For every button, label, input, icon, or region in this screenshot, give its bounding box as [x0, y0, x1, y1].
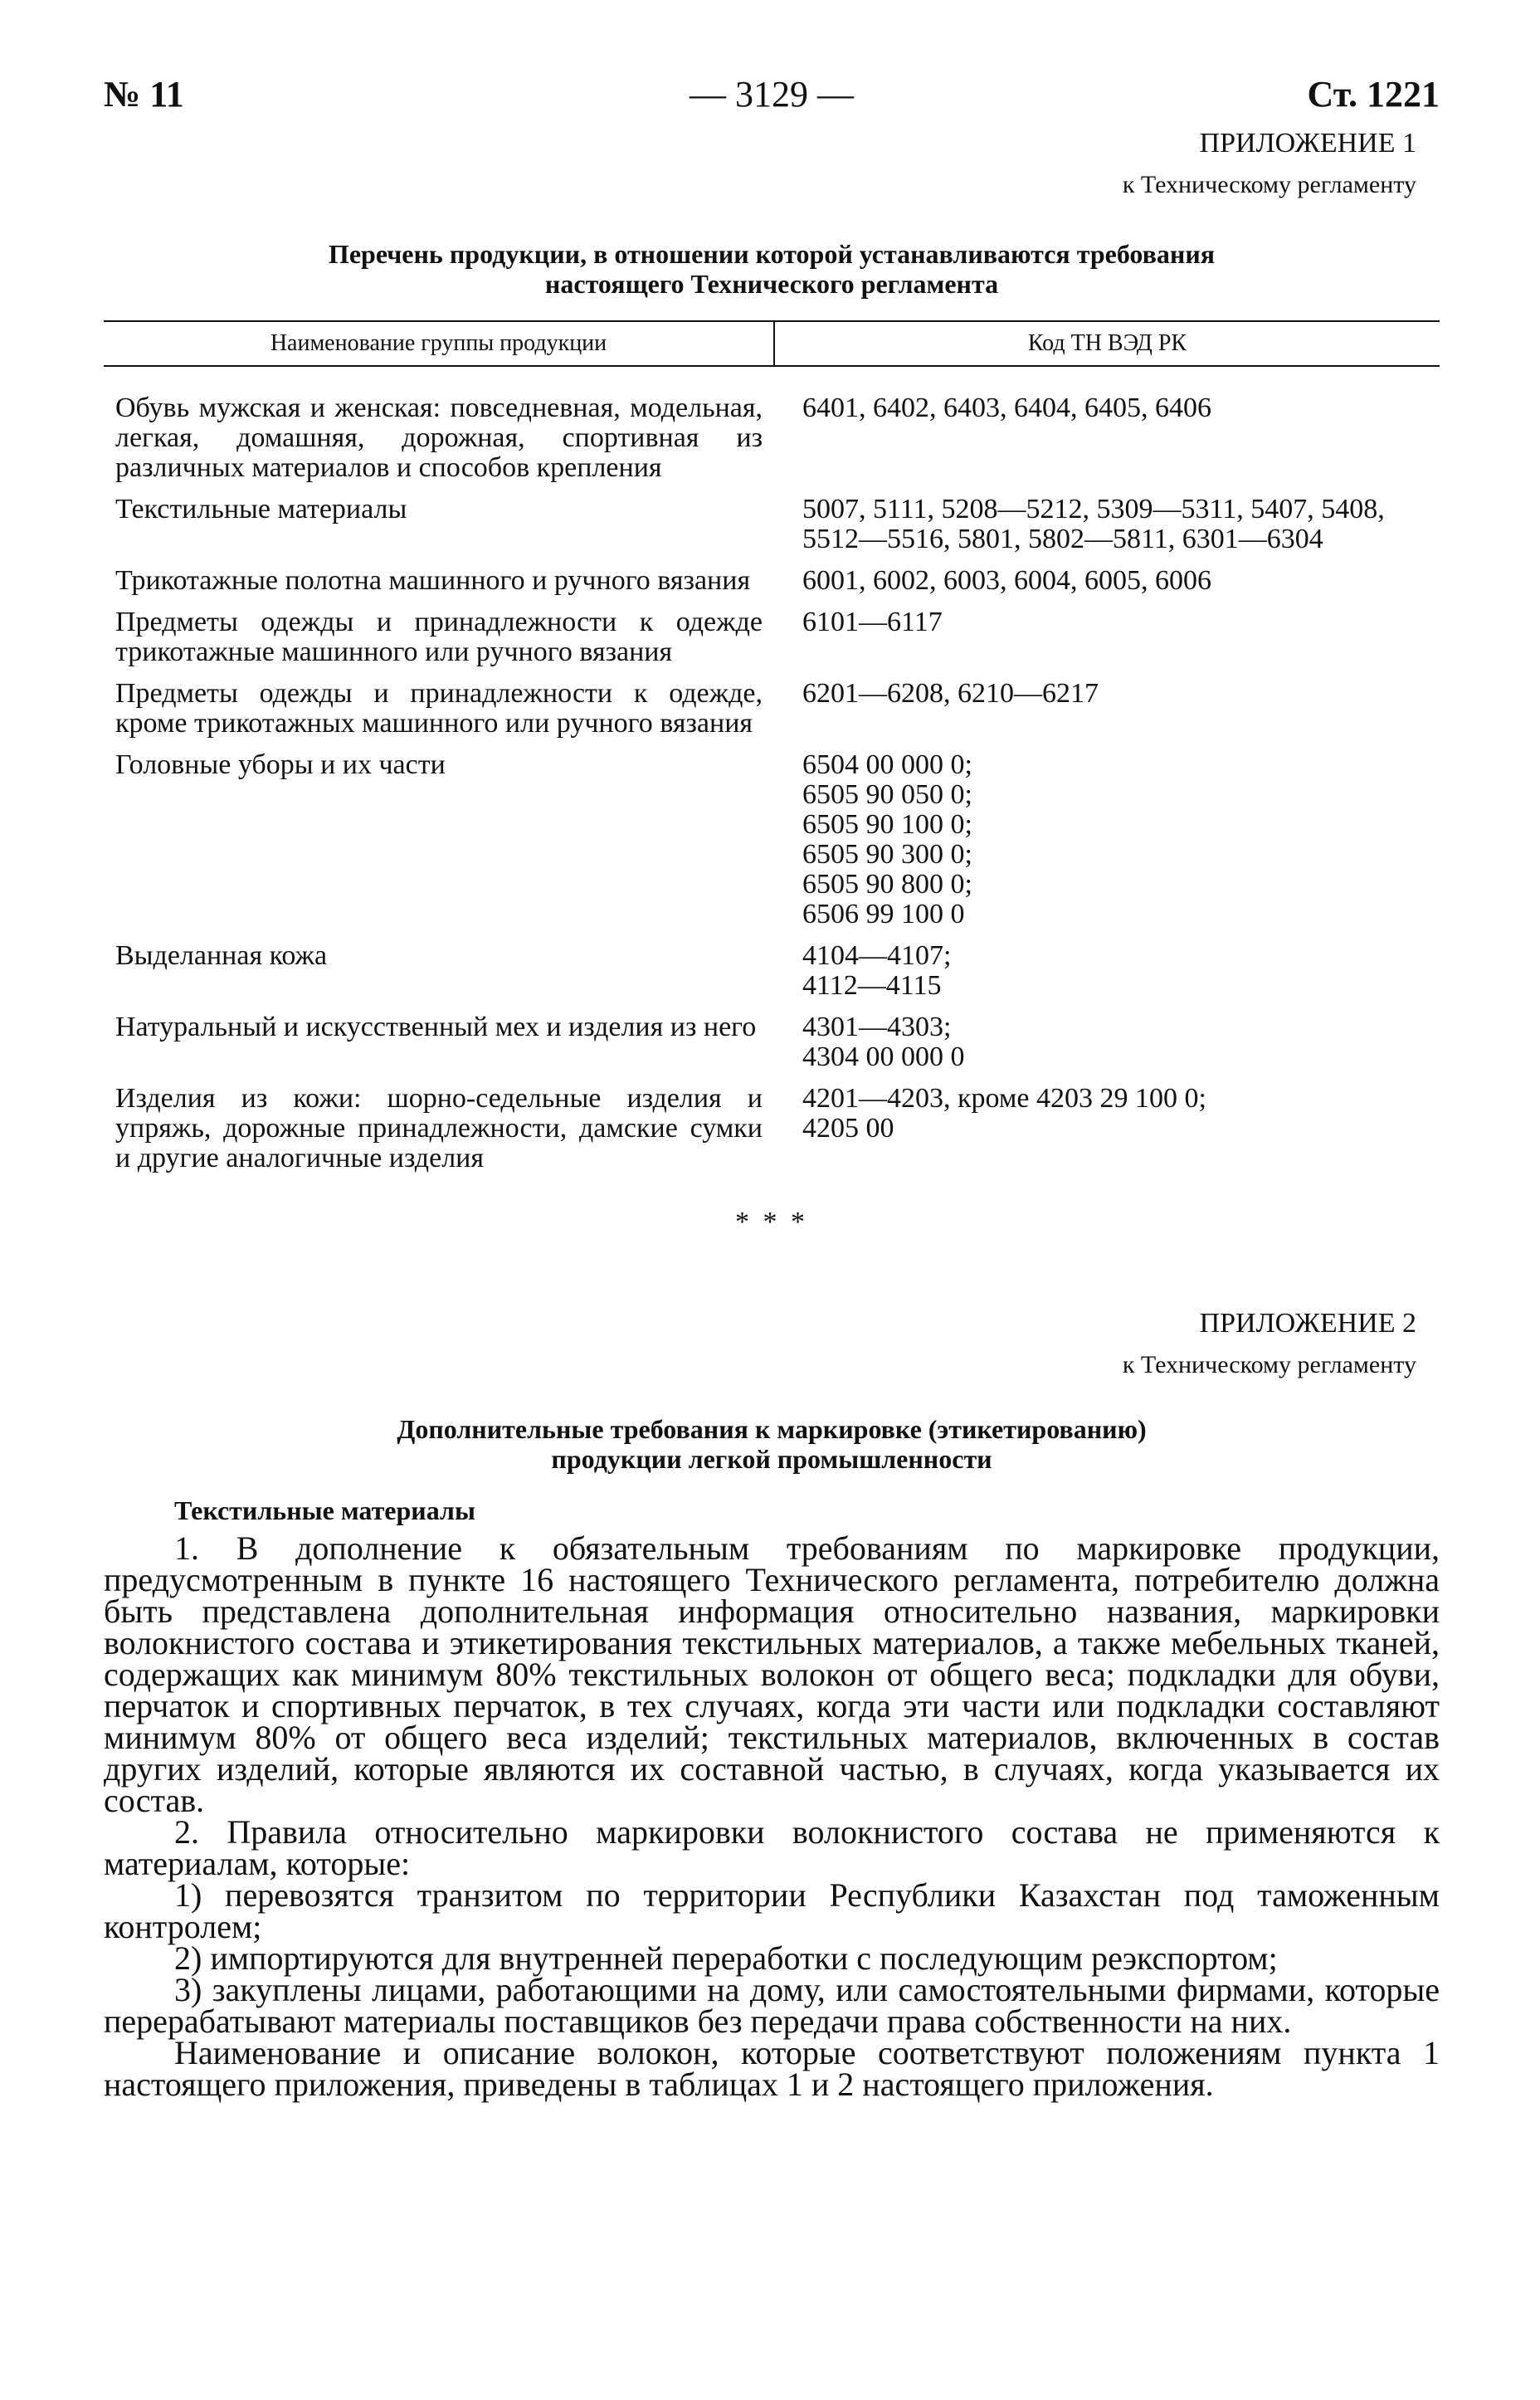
product-table	[104, 320, 1440, 1185]
product-code: 4112—4115	[802, 970, 942, 1001]
list-item-2: 2) импортируются для внутренней переработки с последующим реэкспортом;	[174, 1939, 1278, 1977]
column-header-code: Код ТН ВЭД РК	[774, 321, 1440, 366]
product-code: 4201—4203, кроме 4203 29 100 0;	[802, 1083, 1206, 1114]
paragraph-3: Наименование и описание волокон, которые соответствуют положениям пункта 1 настоящего приложения, приведены в таблицах 1 и 2 настоящего приложения.	[104, 2034, 1440, 2103]
table-row	[104, 750, 1440, 941]
product-code-cell	[774, 366, 1440, 495]
product-group-name: Изделия из кожи: шорно-седельные изделия и упряжь, дорожные принадлежности, дамские сумки и другие аналогичные изделия	[115, 1083, 763, 1173]
table-row	[104, 1084, 1440, 1185]
appendix-2-title-line: Дополнительные требования к маркировке (этикетированию)	[397, 1414, 1147, 1444]
product-group-name: Натуральный и искусственный мех и изделия из него	[115, 1012, 757, 1042]
product-code: 6506 99 100 0	[802, 899, 965, 929]
product-code: 6505 90 300 0;	[802, 839, 972, 870]
issue-number: № 11	[104, 74, 184, 115]
product-code: 4304 00 000 0	[802, 1041, 965, 1072]
product-code-cell	[774, 679, 1440, 750]
list-item-1: 1) перевозятся транзитом по территории Республики Казахстан под таможенным контролем;	[104, 1876, 1440, 1945]
product-code-cell	[774, 941, 1440, 1012]
document-page	[104, 73, 1440, 2103]
product-code: 6505 90 100 0;	[802, 809, 972, 840]
product-code: 6101—6117	[802, 607, 943, 637]
appendix-2-title-line: продукции легкой промышленности	[551, 1444, 992, 1474]
product-code: 4301—4303;	[802, 1012, 952, 1042]
appendix-2-sub: к Техническому регламенту	[1122, 1351, 1416, 1378]
paragraph-2: 2. Правила относительно маркировки волокнистого состава не применяются к материалам, которые:	[104, 1813, 1440, 1882]
table-row	[104, 1012, 1440, 1084]
product-code: 4104—4107;	[802, 940, 952, 971]
product-code: 6505 90 050 0;	[802, 779, 972, 810]
product-code-cell	[774, 750, 1440, 941]
appendix-1-title-line: Перечень продукции, в отношении которой устанавливаются требования	[328, 239, 1216, 269]
page-header	[104, 73, 1440, 123]
product-code: 6201—6208, 6210—6217	[802, 678, 1099, 709]
product-code: 6001, 6002, 6003, 6004, 6005, 6006	[802, 565, 1211, 596]
product-code: 5007, 5111, 5208—5212, 5309—5311, 5407, 5408,	[802, 494, 1385, 524]
product-code-cell	[774, 1084, 1440, 1185]
product-code: 6504 00 000 0;	[802, 749, 972, 780]
table-row	[104, 679, 1440, 750]
appendix-1-title-line: настоящего Технического регламента	[544, 269, 999, 299]
product-code-cell	[774, 495, 1440, 566]
product-group-name: Обувь мужская и женская: повседневная, модельная, легкая, домашняя, дорожная, спортивная из различных материалов и способов крепления	[115, 393, 763, 483]
appendix-1-title	[104, 239, 1440, 299]
product-group-name: Предметы одежды и принадлежности к одежде, кроме трикотажных машинного или ручного вязания	[115, 678, 763, 739]
appendix-1-sub: к Техническому регламенту	[1122, 171, 1416, 198]
table-row	[104, 941, 1440, 1012]
product-group-name: Предметы одежды и принадлежности к одежде трикотажные машинного или ручного вязания	[115, 607, 763, 667]
list-item-3: 3) закуплены лицами, работающими на дому, или самостоятельными фирмами, которые перерабатывают материалы поставщиков без передачи права собственности на них.	[104, 1971, 1440, 2040]
product-code-cell	[774, 607, 1440, 679]
paragraph-1: 1. В дополнение к обязательным требованиям по маркировке продукции, предусмотренным в пункте 16 настоящего Технического регламента, потребителю должна быть представлена дополнительная информация относительно названия, маркировки волокнистого состава и этикетирования текстильных материалов, а также мебельных тканей, содержащих как минимум 80% текстильных волокон от общего веса; подкладки для обуви, перчаток и спортивных перчаток, в тех случаях, когда эти части или подкладки составляют минимум 80% от общего веса изделий; текстильных материалов, включенных в состав других изделий, которые являются их составной частью, в случаях, когда указывается их состав.	[104, 1529, 1440, 1819]
product-group-name: Трикотажные полотна машинного и ручного вязания	[115, 565, 751, 596]
table-row	[104, 495, 1440, 566]
product-group-name: Выделанная кожа	[115, 940, 328, 971]
page-number: — 3129 —	[690, 74, 854, 115]
article-number: Ст. 1221	[1307, 74, 1440, 115]
product-group-name: Текстильные материалы	[115, 494, 407, 524]
table-row	[104, 366, 1440, 495]
appendix-2-title	[104, 1414, 1440, 1474]
product-code-cell	[774, 1012, 1440, 1084]
appendix-2-label-block	[104, 1303, 1440, 1386]
product-code: 4205 00	[802, 1113, 894, 1144]
product-code: 6401, 6402, 6403, 6404, 6405, 6406	[802, 393, 1211, 423]
appendix-2-label: ПРИЛОЖЕНИЕ 2	[1199, 1308, 1416, 1339]
table-row	[104, 607, 1440, 679]
table-row	[104, 566, 1440, 607]
appendix-1-label-block	[104, 123, 1440, 206]
product-group-name: Головные уборы и их части	[115, 749, 446, 780]
appendix-1-label: ПРИЛОЖЕНИЕ 1	[1199, 128, 1416, 159]
product-code-cell	[774, 566, 1440, 607]
product-code: 5512—5516, 5801, 5802—5811, 6301—6304	[802, 524, 1323, 554]
column-header-name: Наименование группы продукции	[104, 321, 774, 366]
section-separator: * * *	[735, 1207, 808, 1237]
section-heading: Текстильные материалы	[174, 1495, 475, 1525]
product-code: 6505 90 800 0;	[802, 869, 972, 900]
